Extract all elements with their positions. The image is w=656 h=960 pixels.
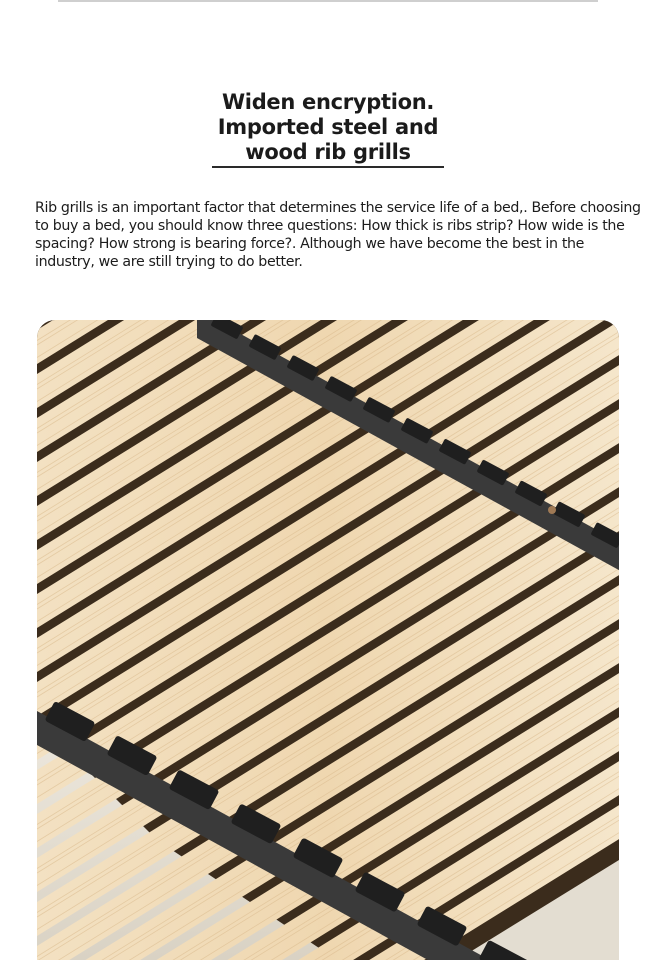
section-headline [0,90,656,165]
top-divider [58,0,598,2]
headline-line-2: Imported steel and [217,115,439,139]
headline-line-1: Widen encryption. [221,90,435,114]
rail-bolt [548,506,556,514]
headline-underline [212,166,444,168]
product-photo-bed-slats [37,320,619,960]
description-paragraph: Rib grills is an important factor that determines the service life of a bed,. Before choosing to buy a bed, you should know three questions: How thick is ribs strip? How wide is the spacing? How strong is bearing force?. Although we have become the best in the industry, we are still trying to do better. [35,200,641,270]
headline-line-3: wood rib grills [245,140,411,164]
bed-slats-illustration [37,320,619,960]
